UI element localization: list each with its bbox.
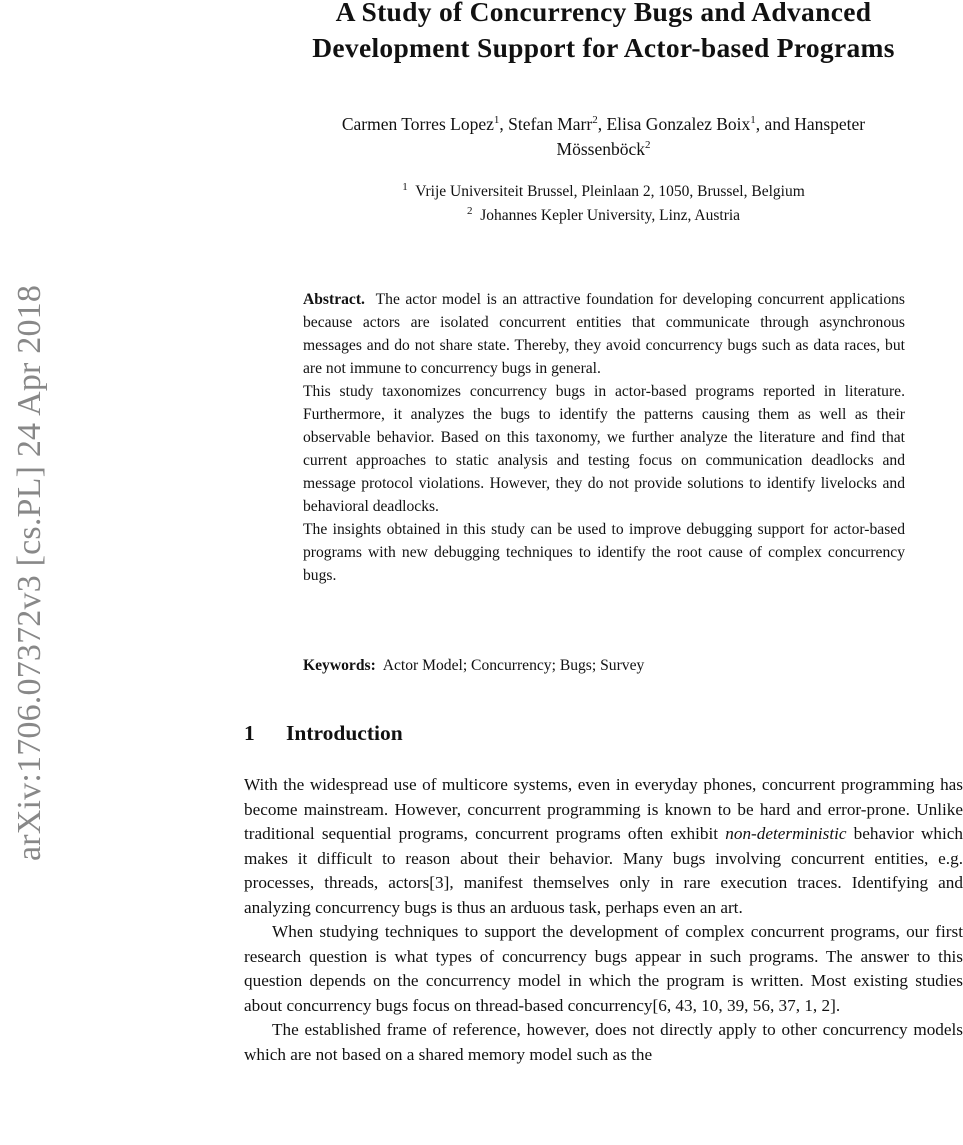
body-paragraph-2: When studying techniques to support the development of complex concurrent programs, our first research question is what types of concurrency bugs appear in such programs. The answer to this question depends on the concurrency model in which the program is written. Most existing studies about concurrency bugs focus on thread-based concurrency[6, 43, 10, 39, 56, 37, 1, 2]. [244,922,963,1015]
section-title: Introduction [286,721,403,745]
body-p1-emphasis: non-deterministic [725,824,847,843]
affiliations [244,180,963,228]
abstract-label: Abstract. [303,291,365,308]
author-4: , and Hanspeter [755,114,866,134]
keywords-label: Keywords: [303,657,376,674]
body-paragraph-3: The established frame of reference, however, does not directly apply to other concurrency models which are not based on a shared memory model such as the [244,1020,963,1064]
title-line-2: Development Support for Actor-based Programs [312,32,895,63]
author-4-affil: 2 [644,139,651,152]
affiliation-2-text: Johannes Kepler University, Linz, Austria [480,207,741,224]
keywords-text: Actor Model; Concurrency; Bugs; Survey [382,657,645,674]
affiliation-2-mark: 2 [466,204,473,217]
section-heading [244,717,403,749]
author-3: , Elisa Gonzalez Boix [597,114,751,134]
abstract-paragraph-1 [303,288,905,380]
author-1-affil: 1 [493,114,500,127]
abstract-text-1: The actor model is an attractive foundation for developing concurrent applications because actors are isolated concurrent entities that communicate through asynchronous messages and do not share state. Thereby, they avoid concurrency bugs such as data races, but are not immune to concurrency bugs in general. [303,291,906,377]
arxiv-identifier [0,0,60,1145]
author-4-lastname: Mössenböck [556,139,645,159]
arxiv-id-text: arXiv:1706.07372v3 [cs.PL] 24 Apr 2018 [11,284,49,861]
section-number: 1 [244,721,255,745]
body-p1-start: With the widespread use of multicore systems, even in everyday phones, concurrent programming has become mainstream. However, concurrent programming is known to be hard and error-prone. Unlike traditional sequential programs, concurrent programs often exhibit [244,775,963,843]
abstract [303,288,905,587]
affiliation-1 [244,180,963,204]
affiliation-1-mark: 1 [402,180,408,193]
title-line-1: A Study of Concurrency Bugs and Advanced [335,0,872,27]
author-2-affil: 2 [592,114,598,127]
author-3-affil: 1 [750,114,756,127]
paper-title [244,0,963,66]
keywords [303,654,905,677]
affiliation-1-text: Vrije Universiteit Brussel, Pleinlaan 2, 1050, Brussel, Belgium [415,183,805,200]
body-text [244,773,963,1067]
affiliation-2 [244,204,963,228]
author-1: Carmen Torres Lopez [341,114,494,134]
abstract-paragraph-3: The insights obtained in this study can be used to improve debugging support for actor-based programs with new debugging techniques to identify the root cause of complex concurrency bugs. [303,521,905,584]
body-paragraph-1 [244,773,963,920]
abstract-paragraph-2: This study taxonomizes concurrency bugs in actor-based programs reported in literature. Furthermore, it analyzes the bugs to identify the patterns causing them as well as their observable behavior. Based on this taxonomy, we further analyze the literature and find that current approaches to static analysis and testing focus on communication deadlocks and message protocol violations. However, they do not provide solutions to identify livelocks and behavioral deadlocks. [303,383,905,515]
body-p1-end: behavior which makes it difficult to reason about their behavior. Many bugs involving concurrent entities, e.g. processes, threads, actors[3], manifest themselves only in rare execution traces. Identifying and analyzing concurrency bugs is thus an arduous task, perhaps even an art. [244,824,963,917]
author-list [244,112,963,162]
author-2: , Stefan Marr [499,114,593,134]
